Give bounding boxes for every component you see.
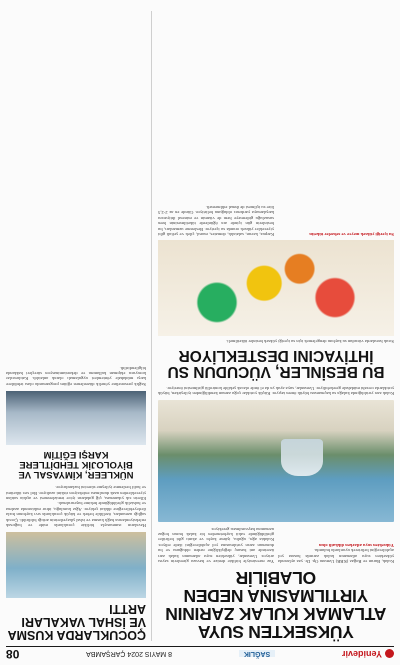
child-health-body-1: Havaların ısınmasıyla birlikte çocuklarda mide ve bağırsak enfeksiyonlarına bağlı kusma ve ishal şikayetlerinin arttığı bildirildi. Çocuk sağlığı uzmanları, özellikle bebek ve küçük çocuklarda sıvı kaybının hızla ilerleyebileceğine dikkat çekiyor. Ağız kuruluğu, idrar miktarında azalma ve halsizlik görüldüğünde hekime başvurulmalı. (6, 501, 146, 528)
child-health-body-2: Ellerin sık yıkanması, çiğ gıdaların iyice temizlenmesi ve açıkta satılan yiyeceklerden uzak durulması enfeksiyon riskini azaltıyor. Bol sıvı tüketimi ve hafif beslenme iyileşme sürecini hızlandırıyor. (6, 485, 146, 501)
category-label: SAĞLIK (239, 651, 275, 658)
newspaper-logo (342, 649, 394, 659)
fruit-bowl-photo (158, 240, 394, 336)
logo-text: Yenidevir (341, 649, 382, 659)
logo-sun-icon (385, 650, 394, 659)
water-foods-columns (158, 205, 394, 237)
article-title: YÜKSEKTEN SUYA ATLAMAK KULAK ZARININ YIRTILMASINA NEDEN OLABİLİR (165, 568, 387, 642)
water-foods-title: BU BESİNLER, VÜCUDUN SU İHTİYACINI DESTEKLİYOR (167, 347, 385, 381)
page-number: 08 (6, 647, 20, 661)
article-highlight: Yüksekten suya atlarken dikkatli olun (318, 542, 394, 548)
training-title: NÜKLEER, KİMYASAL VE BİYOLOJİK TEHDİTLERE KARŞI EĞİTİM (18, 448, 134, 480)
water-foods-body: Karpuz, kavun, salatalık, domates, marul, çilek ve şeftali gibi yiyecekler yüksek oranda su içeriyor. Beslenme uzmanları, bu besinlerin gün içinde ara öğünlerde tüketilmesinin hem susuzluğu gidermeye hem de vitamin ve mineral ihtiyacını karşılamaya yardımcı olduğunu belirtiyor. Günde en az 2-2,5 litre su içilmesi de ihmal edilmemeli. (158, 204, 274, 237)
training-photo (6, 391, 146, 445)
page-header (6, 646, 394, 661)
article-lead: Kulak, Burun ve Boğaz (KBB) Uzmanı Op. Dr. yaz aylarında yüksekten suya atlamanın kulak zarında hasara yol açabileceğini belirterek uyarılarda bulundu. (278, 548, 394, 564)
article-body-2: Kulak zarı yırtıldığında kulağa su kaçmaması büyük önem taşıyor. Küçük yırtıklar çoğu zaman kendiliğinden iyileşirken, büyük yırtıklarda cerrahi müdahale gerekebiliyor. Uzmanlar, suya ayak ya da el önde olacak şekilde kontrollü girilmesini öneriyor. (158, 385, 394, 397)
water-foods-highlight: Su içeriği yüksek meyve ve sebzeler tüketin (309, 231, 394, 237)
waterfall-photo (158, 400, 394, 522)
child-health-article (6, 11, 152, 641)
training-body: Sağlık personeline yönelik düzenlenen eğitim programında olası tehditlere karşı müdahale yöntemleri uygulamalı olarak anlatıldı. Katılımcılar koruyucu ekipman kullanımı ve dekontaminasyon süreçleri hakkında bilgilendirildi. (6, 365, 146, 387)
child-health-title: ÇOCUKLARDA KUSMA VE İSHAL VAKALARI ARTTI (8, 602, 146, 642)
water-foods-lead: Sıcak havalarda vücudun su kaybını dengelemek için su içeriği yüksek besinler tüketilmeli. (226, 339, 394, 345)
shore-photo (6, 532, 146, 598)
waterfall-article (158, 11, 394, 641)
page-date: 8 MAYIS 2024 ÇARŞAMBA (86, 650, 172, 658)
article-columns (158, 526, 394, 564)
article-body-1: Yaz mevsimiyle birlikte denize ve havuza girenlerin sayısı artıyor. Uzmanlar, yüksekten suya atlamanın kulak zarı üzerinde ani basınç değişikliğine neden olduğunu ve bu durumun zarın yırtılmasına yol açabileceğini ifade ediyor. Kulakta ağrı, uğultu, işitme kaybı ve akıntı gibi belirtiler görüldüğünde vakit kaybetmeden bir kulak burun boğaz uzmanına başvurulması gerekiyor. (158, 526, 274, 564)
